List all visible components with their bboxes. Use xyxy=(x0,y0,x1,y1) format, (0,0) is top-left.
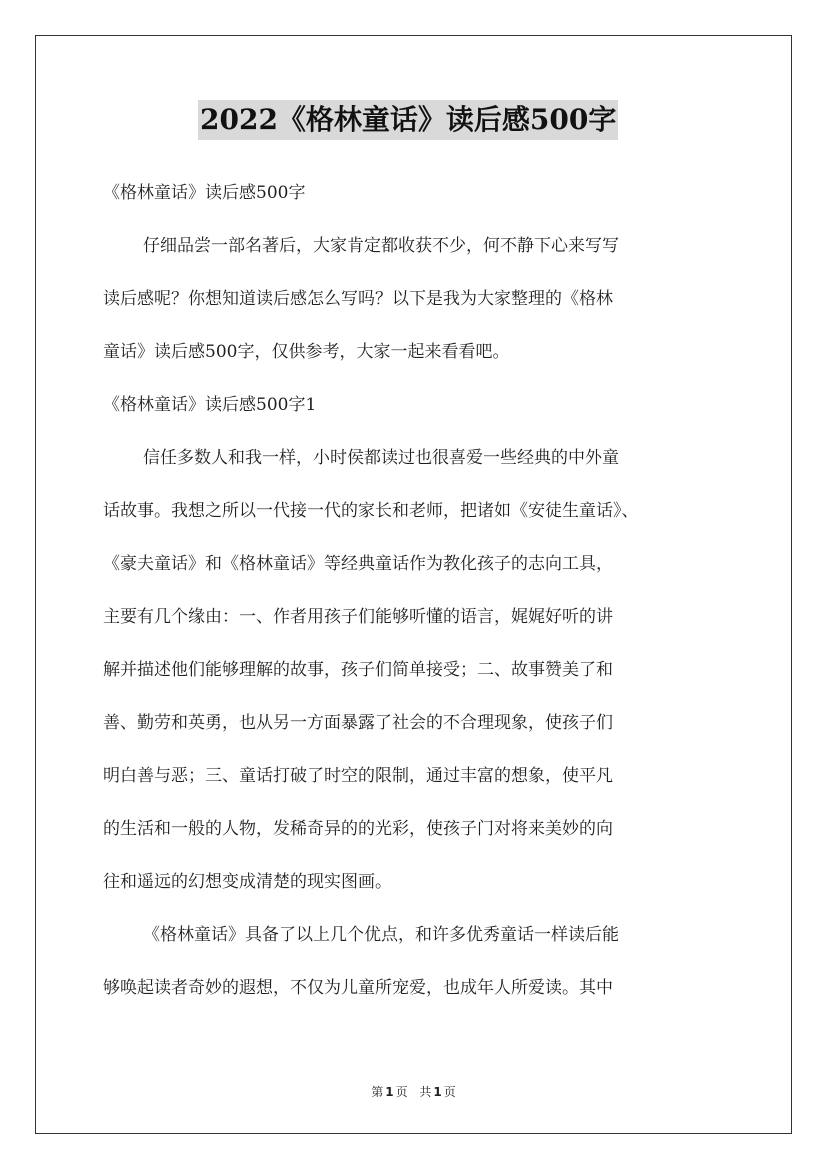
paragraph2-line-1: 《格林童话》具备了以上几个优点，和许多优秀童话一样读后能 xyxy=(143,925,619,945)
paragraph1-line-4: 主要有几个缘由：一、作者用孩子们能够听懂的语言，娓娓好听的讲 xyxy=(103,607,613,627)
paragraph1-line-7: 明白善与恶；三、童话打破了时空的限制，通过丰富的想象，使平凡 xyxy=(103,766,613,786)
paragraph1-line-8: 的生活和一般的人物，发稀奇异的的光彩，使孩子门对将来美妙的向 xyxy=(103,819,613,839)
document-body xyxy=(103,176,728,1006)
intro-line-2: 读后感呢？你想知道读后感怎么写吗？以下是我为大家整理的《格林 xyxy=(103,289,613,309)
page-indicator: 第 1 页 xyxy=(371,1085,408,1099)
paragraph1-line-1: 信任多数人和我一样，小时侯都读过也很喜爱一些经典的中外童 xyxy=(143,448,619,468)
section-heading: 《格林童话》读后感500字1 xyxy=(103,395,317,415)
intro-line-1: 仔细品尝一部名著后，大家肯定都收获不少，何不静下心来写写 xyxy=(143,236,619,256)
paragraph1-line-6: 善、勤劳和英勇，也从另一方面暴露了社会的不合理现象，使孩子们 xyxy=(103,713,613,733)
paragraph1-line-5: 解并描述他们能够理解的故事，孩子们简单接受；二、故事赞美了和 xyxy=(103,660,613,680)
paragraph1-line-2: 话故事。我想之所以一代接一代的家长和老师，把诸如《安徒生童话》、 xyxy=(103,501,639,521)
paragraph2-line-2: 够唤起读者奇妙的遐想，不仅为儿童所宠爱，也成年人所爱读。其中 xyxy=(103,978,613,998)
page-footer xyxy=(0,1083,827,1100)
document-title: 2022《格林童话》读后感500字 xyxy=(198,100,618,140)
intro-line-3: 童话》读后感500字，仅供参考，大家一起来看看吧。 xyxy=(103,342,510,362)
paragraph1-line-3: 《豪夫童话》和《格林童话》等经典童话作为教化孩子的志向工具， xyxy=(103,554,613,574)
paragraph1-line-9: 往和遥远的幻想变成清楚的现实图画。 xyxy=(103,872,392,892)
subtitle: 《格林童话》读后感500字 xyxy=(103,183,306,203)
total-pages-indicator: 共 1 页 xyxy=(419,1085,456,1099)
